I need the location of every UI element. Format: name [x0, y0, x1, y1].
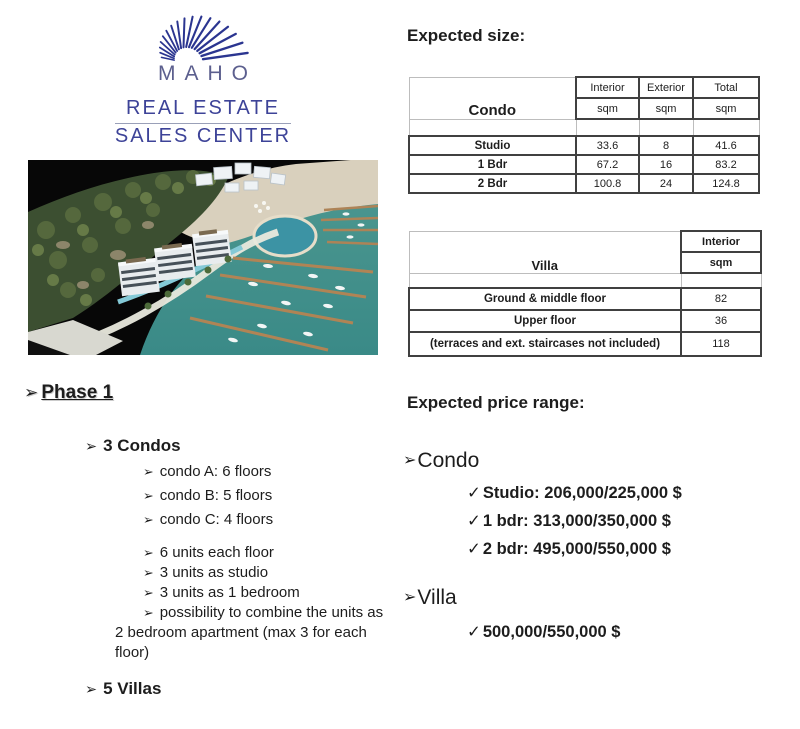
list-item: ➢ 3 units as studio — [143, 564, 269, 581]
arrow-bullet-icon: ➢ — [85, 439, 98, 455]
logo-divider — [115, 123, 291, 124]
list-item: ✓ 2 bdr: 495,000/550,000 $ — [467, 540, 671, 558]
arrow-bullet-icon: ➢ — [143, 585, 154, 600]
condo-price-heading: ➢Condo — [403, 449, 480, 472]
unit-cell: sqm — [681, 252, 761, 273]
condo-size-table — [408, 76, 760, 194]
condo-table-header: Condo — [409, 77, 576, 119]
expected-price-title: Expected price range: — [407, 393, 585, 412]
check-icon: ✓ — [467, 512, 481, 530]
expected-size-title: Expected size: — [407, 26, 526, 45]
logo-name: MAHO — [158, 62, 257, 85]
arrow-bullet-icon: ➢ — [143, 488, 154, 503]
logo-line2: SALES CENTER — [114, 125, 292, 147]
marina-rendering-image — [28, 160, 378, 355]
unit-cell: sqm — [576, 98, 639, 119]
unit-cell: sqm — [639, 98, 693, 119]
arrow-bullet-icon: ➢ — [143, 464, 154, 479]
column-header: Interior — [681, 231, 761, 252]
table-row: Studio 33.6 8 41.6 — [409, 136, 759, 155]
list-item: ➢ 3 units as 1 bedroom — [143, 584, 300, 601]
arrow-bullet-icon: ➢ — [143, 605, 154, 620]
check-icon: ✓ — [467, 540, 481, 558]
unit-cell: sqm — [693, 98, 759, 119]
villa-table-header: Villa — [409, 231, 681, 273]
table-row: Ground & middle floor 82 — [409, 288, 761, 310]
maho-logo — [103, 6, 303, 148]
arrow-bullet-icon: ➢ — [85, 682, 98, 698]
arrow-bullet-icon: ➢ — [403, 589, 417, 606]
list-item: ➢ condo A: 6 floors — [143, 463, 272, 480]
villa-price-heading: ➢Villa — [403, 586, 457, 609]
phase-1-heading: ➢ Phase 1 — [24, 382, 114, 403]
list-item: ✓ 500,000/550,000 $ — [467, 623, 621, 641]
condo-price-list — [467, 479, 682, 563]
table-row: (terraces and ext. staircases not included) 118 — [409, 332, 761, 356]
list-item: ✓ Studio: 206,000/225,000 $ — [467, 484, 682, 502]
condo-units-list — [115, 543, 385, 663]
table-row: 2 Bdr 100.8 24 124.8 — [409, 174, 759, 193]
arrow-bullet-icon: ➢ — [403, 452, 417, 469]
villas-heading: ➢ 5 Villas — [85, 679, 162, 698]
arrow-bullet-icon: ➢ — [143, 545, 154, 560]
condo-floors-list — [143, 460, 273, 532]
list-item: ➢ condo C: 4 floors — [143, 511, 274, 528]
list-item: ➢ condo B: 5 floors — [143, 487, 273, 504]
arrow-bullet-icon: ➢ — [143, 565, 154, 580]
list-item: ✓ 1 bdr: 313,000/350,000 $ — [467, 512, 671, 530]
arrow-bullet-icon: ➢ — [143, 512, 154, 527]
column-header: Total — [693, 77, 759, 98]
condos-heading: ➢ 3 Condos — [85, 436, 181, 455]
list-item: ➢ possibility to combine the units as 2 bedroom apartment (max 3 for each floor) — [115, 604, 384, 661]
check-icon: ✓ — [467, 484, 481, 502]
check-icon: ✓ — [467, 623, 481, 641]
villa-price-list — [467, 618, 620, 646]
arrow-bullet-icon: ➢ — [24, 383, 39, 402]
column-header: Interior — [576, 77, 639, 98]
logo-line1: REAL ESTATE — [126, 97, 280, 119]
villa-size-table — [408, 230, 762, 357]
table-row: Upper floor 36 — [409, 310, 761, 332]
table-row: 1 Bdr 67.2 16 83.2 — [409, 155, 759, 174]
fan-icon — [147, 6, 259, 64]
column-header: Exterior — [639, 77, 693, 98]
list-item: ➢ 6 units each floor — [143, 544, 274, 561]
